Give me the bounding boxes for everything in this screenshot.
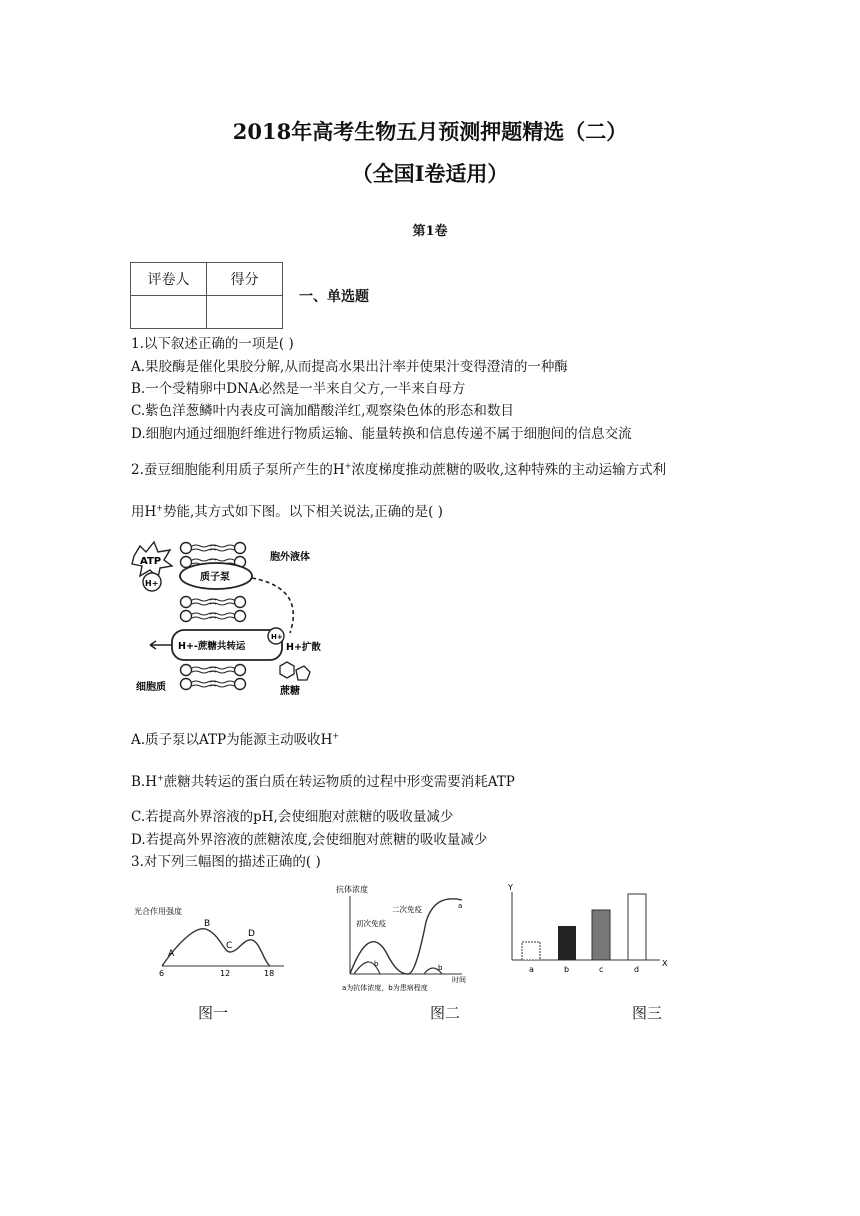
figure-1-photosynthesis-curve [130,900,290,980]
svg-text:D: D [248,929,255,939]
score-table-cell-score [207,296,283,329]
q2-option-a: A.质子泵以ATP为能源主动吸收H+ [131,731,340,748]
score-table-header-score: 得分 [207,263,283,296]
q2-stem-line1: 2.蚕豆细胞能利用质子泵所产生的H+浓度梯度推动蔗糖的吸收,这种特殊的主动运输方式利 [131,461,667,478]
figure-3-bar-b [558,926,576,960]
figure-3-bar-d [628,894,646,960]
svg-text:b: b [374,960,379,968]
q2-stem-line2: 用H+势能,其方式如下图。以下相关说法,正确的是( ) [131,503,443,520]
svg-text:光合作用强度: 光合作用强度 [134,907,182,916]
figure-1-caption: 图一 [198,1004,229,1022]
svg-text:Y: Y [508,883,513,892]
svg-text:12: 12 [220,969,231,978]
figure-3-bar-chart [500,878,675,978]
svg-text:初次免疫: 初次免疫 [356,919,386,928]
q1-option-d: D.细胞内通过细胞纤维进行物质运输、能量转换和信息传递不属于细胞间的信息交流 [131,426,632,442]
figure-3-caption: 图三 [632,1004,663,1022]
score-table-cell-grader [131,296,207,329]
svg-text:X: X [662,959,668,968]
sucrose-hexagon-icon [280,662,294,678]
section-label: 第1卷 [412,224,448,239]
svg-text:ATP: ATP [140,556,162,567]
q1-stem: 1.以下叙述正确的一项是( ) [131,336,294,352]
q2-option-c: C.若提高外界溶液的pH,会使细胞对蔗糖的吸收量减少 [131,809,454,825]
proton-pump-diagram [130,538,380,698]
svg-text:d: d [634,965,640,974]
part-heading: 一、单选题 [299,289,369,305]
q2-option-b: B.H+蔗糖共转运的蛋白质在转运物质的过程中形变需要消耗ATP [131,773,515,790]
svg-text:质子泵: 质子泵 [200,572,230,583]
svg-text:细胞质: 细胞质 [136,682,166,693]
svg-text:6: 6 [159,969,165,978]
svg-text:二次免疫: 二次免疫 [392,905,422,914]
svg-text:b: b [438,964,443,972]
document-subtitle: （全国Ⅰ卷适用） [351,161,509,186]
q1-option-b: B.一个受精卵中DNA必然是一半来自父方,一半来自母方 [131,381,466,397]
q2-option-d: D.若提高外界溶液的蔗糖浓度,会使细胞对蔗糖的吸收量减少 [131,832,488,848]
document-title: 2018年高考生物五月预测押题精选（二） [232,119,628,144]
svg-text:b: b [564,965,570,974]
q1-option-c: C.紫色洋葱鳞叶内表皮可滴加醋酸洋红,观察染色体的形态和数目 [131,403,514,419]
svg-text:蔗糖: 蔗糖 [280,686,300,697]
figure-2-immune-response-curve [334,882,474,992]
q1-option-a: A.果胶酶是催化果胶分解,从而提高水果出汁率并使果汁变得澄清的一种酶 [131,359,568,375]
sucrose-pentagon-icon [296,666,310,680]
svg-text:H+: H+ [271,633,283,641]
figure-3-bar-a [522,942,540,960]
svg-text:a为抗体浓度，b为患病程度: a为抗体浓度，b为患病程度 [342,984,428,992]
q3-stem: 3.对下列三幅图的描述正确的( ) [131,854,321,870]
score-table [130,262,283,329]
svg-text:C: C [226,941,233,951]
svg-text:H+扩散: H+扩散 [286,642,321,653]
figure-2-caption: 图二 [430,1004,461,1022]
svg-text:A: A [168,949,175,959]
svg-text:18: 18 [264,969,275,978]
svg-text:胞外液体: 胞外液体 [270,552,310,563]
svg-text:H+: H+ [145,579,159,588]
svg-text:a: a [458,902,463,910]
svg-text:H+-蔗糖共转运: H+-蔗糖共转运 [178,641,246,652]
svg-text:a: a [529,965,534,974]
figure-3-bar-c [592,910,610,960]
svg-text:抗体浓度: 抗体浓度 [336,885,368,894]
svg-text:B: B [204,919,211,929]
svg-text:时间: 时间 [452,976,466,984]
score-table-header-grader: 评卷人 [131,263,207,296]
svg-text:c: c [599,965,604,974]
